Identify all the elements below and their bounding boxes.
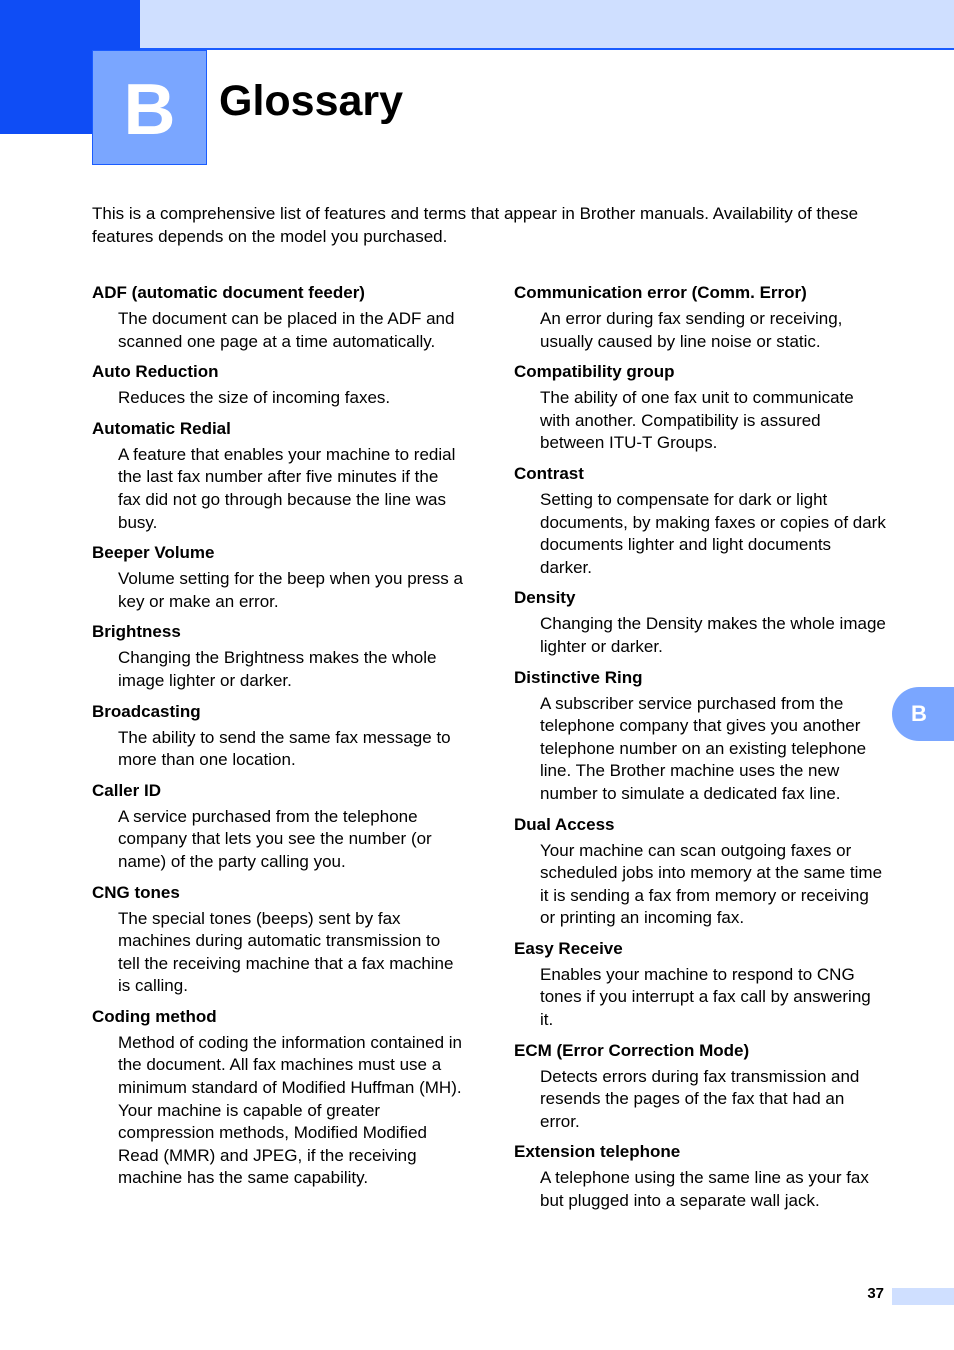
glossary-entry [514, 938, 886, 1032]
glossary-term: Communication error (Comm. Error) [514, 283, 807, 302]
page-number: 37 [867, 1285, 884, 1302]
glossary-term: Distinctive Ring [514, 667, 643, 687]
glossary-definition: The document can be placed in the ADF and scanned one page at a time automatically. [118, 309, 455, 351]
glossary-entry [514, 463, 886, 579]
page-title: Glossary [219, 77, 404, 125]
chapter-letter-box [92, 50, 207, 165]
glossary-entry [92, 882, 464, 998]
glossary-entry [514, 1141, 886, 1212]
glossary-entry [92, 418, 464, 534]
intro-paragraph: This is a comprehensive list of features and terms that appear in Brother manuals. Availability of these features depends on the model you purchased. [92, 204, 859, 246]
glossary-entry [514, 361, 886, 455]
glossary-term: Coding method [92, 1006, 217, 1026]
footer-accent-bar [892, 1288, 954, 1305]
glossary-definition: Detects errors during fax transmission and resends the pages of the fax that had an error. [540, 1066, 860, 1131]
glossary-term: Brightness [92, 622, 181, 642]
glossary-term: Automatic Redial [92, 418, 231, 438]
glossary-term: Beeper Volume [92, 543, 215, 563]
glossary-entry [92, 1006, 464, 1190]
glossary-definition: Changing the Brightness makes the whole image lighter or darker. [118, 648, 437, 690]
glossary-term: CNG tones [92, 882, 180, 902]
glossary-term: Auto Reduction [92, 362, 219, 382]
glossary-entry [92, 701, 464, 772]
glossary-entry [92, 361, 464, 410]
glossary-term: ADF (automatic document feeder) [92, 283, 365, 302]
glossary-term: Density [514, 588, 576, 608]
glossary-entry [92, 621, 464, 692]
glossary-entry [514, 667, 886, 806]
glossary-definition: The ability of one fax unit to communicate with another. Compatibility is assured between ITU-T Groups. [540, 388, 854, 453]
glossary-definition: A subscriber service purchased from the telephone company that gives you another telephone number on an existing telephone line. The Brother machine uses the new number to simulate a dedicated fax line. [540, 693, 867, 803]
glossary-definition: Reduces the size of incoming faxes. [118, 388, 391, 408]
glossary-entry [514, 282, 886, 353]
glossary-definition: Volume setting for the beep when you press a key or make an error. [118, 569, 463, 611]
glossary-term: Extension telephone [514, 1142, 681, 1162]
glossary-definition: Method of coding the information contained in the document. All fax machines must use a minimum standard of Modified Huffman (MH). Your machine is capable of greater compression methods, Modified Modified Read (MMR) and JPEG, if the receiving machine has the same capability. [118, 1032, 463, 1188]
glossary-column-left [92, 282, 464, 1198]
glossary-column-right [514, 282, 886, 1221]
glossary-definition: Your machine can scan outgoing faxes or scheduled jobs into memory at the same time it is sending a fax from memory or receiving or printing an incoming fax. [540, 840, 883, 928]
glossary-term: Easy Receive [514, 938, 623, 958]
glossary-definition: The special tones (beeps) sent by fax machines during automatic transmission to tell the receiving machine that a fax machine is calling. [118, 908, 454, 996]
glossary-term: Compatibility group [514, 362, 675, 382]
glossary-entry [92, 780, 464, 874]
glossary-definition: Enables your machine to respond to CNG tones if you interrupt a fax call by answering it. [540, 964, 871, 1030]
glossary-definition: An error during fax sending or receiving, usually caused by line noise or static. [540, 309, 843, 351]
glossary-definition: A telephone using the same line as your fax but plugged into a separate wall jack. [540, 1168, 869, 1211]
glossary-definition: Changing the Density makes the whole image lighter or darker. [540, 614, 886, 656]
glossary-term: Dual Access [514, 814, 615, 834]
glossary-term: Broadcasting [92, 701, 201, 721]
glossary-definition: The ability to send the same fax message to more than one location. [118, 727, 451, 770]
chapter-side-tab [892, 687, 954, 741]
glossary-entry [514, 814, 886, 930]
glossary-term: ECM (Error Correction Mode) [514, 1040, 750, 1060]
glossary-entry [514, 587, 886, 658]
chapter-letter: B [123, 69, 176, 150]
glossary-term: Caller ID [92, 780, 161, 800]
header-band [140, 0, 954, 50]
glossary-entry [92, 542, 464, 613]
glossary-definition: A service purchased from the telephone company that lets you see the number (or name) of the party calling you. [118, 806, 432, 871]
glossary-definition: A feature that enables your machine to redial the last fax number after five minutes if the fax did not go through because the line was busy. [118, 444, 456, 532]
glossary-entry [514, 1040, 886, 1134]
glossary-term: Contrast [514, 463, 584, 483]
side-tab-letter: B [911, 701, 927, 726]
glossary-entry [92, 282, 464, 353]
glossary-definition: Setting to compensate for dark or light documents, by making faxes or copies of dark documents lighter and light documents darker. [540, 489, 886, 577]
